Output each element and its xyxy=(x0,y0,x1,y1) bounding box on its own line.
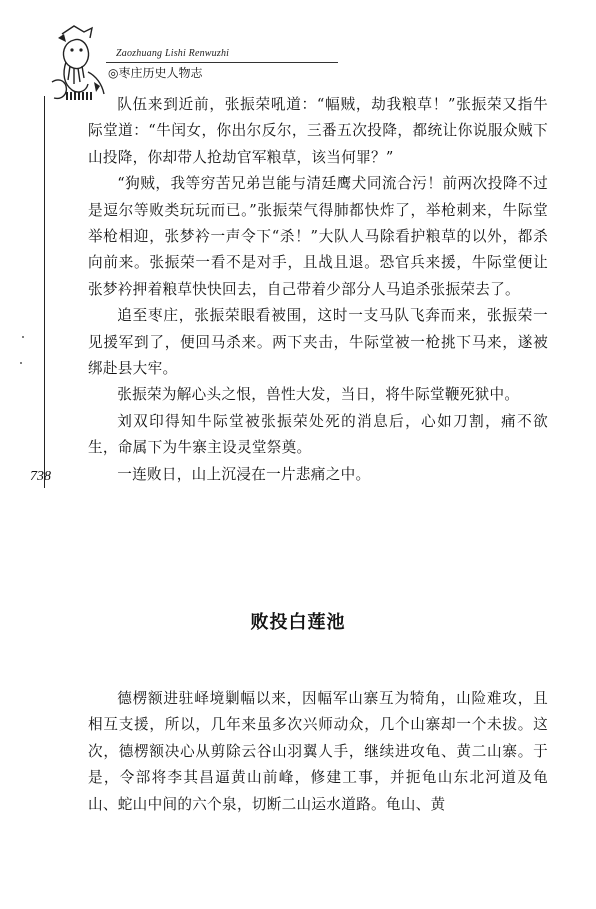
paragraph: 一连败日，山上沉浸在一片悲痛之中。 xyxy=(117,465,371,483)
paragraph: 张振荣为解心头之恨，兽性大发，当日，将牛际堂鞭死狱中。 xyxy=(117,386,520,404)
page-number: 738 xyxy=(30,469,51,484)
section-title: 败投白莲池 xyxy=(250,612,346,633)
margin-speck xyxy=(20,362,22,364)
paragraph: 刘双印得知牛际堂被张振荣处死的消息后，心如刀割，痛不欲生，命属下为牛寨主设灵堂祭奠。 xyxy=(88,412,548,457)
paragraph: 德楞额进驻峄境剿幅以来，因幅军山寨互为犄角，山险难攻，且相互支援，所以，几年来虽多次兴师动众，几个山寨却一个未拔。这次，德楞额决心从剪除云谷山羽翼人手，继续进攻龟、黄二山寨。于是，令部将李其昌逼黄山前峰，修建工事，并扼龟山东北河道及龟山、蛇山中间的六个泉，切断二山运水道路。龟山、黄 xyxy=(88,690,548,813)
paragraph: 队伍来到近前，张振荣吼道：“幅贼，劫我粮草！”张振荣又指牛际堂道：“牛闰女，你出尔反尔，三番五次投降，都统让你说服众贼下山投降，你却带人抢劫官军粮草，该当何罪？” xyxy=(88,96,548,166)
running-subtitle: ◎枣庄历史人物志 xyxy=(108,66,203,80)
body-text xyxy=(88,92,548,488)
left-margin-rule xyxy=(44,96,45,488)
header-rule xyxy=(106,62,338,63)
section-body-text xyxy=(88,686,548,818)
running-title: Zaozhuang Lishi Renwuzhi xyxy=(116,48,230,59)
paragraph: “狗贼，我等穷苦兄弟岂能与清廷鹰犬同流合污！前两次投降不过是逗尔等败类玩玩而已。”张振荣气得肺都快炸了，举枪刺来，牛际堂举枪相迎，张梦衿一声令下“杀！”大队人马除看护粮草的以外，都杀向前来。张振荣一看不是对手，且战且退。恐官兵来援，牛际堂便让张梦衿押着粮草快快回去，自己带着少部分人马追杀张振荣去了。 xyxy=(88,175,548,298)
paragraph: 追至枣庄，张振荣眼看被围，这时一支马队飞奔而来，张振荣一见援军到了，便回马杀来。两下夹击，牛际堂被一枪挑下马来，遂被绑赴县大牢。 xyxy=(88,307,548,378)
margin-speck xyxy=(22,336,24,338)
